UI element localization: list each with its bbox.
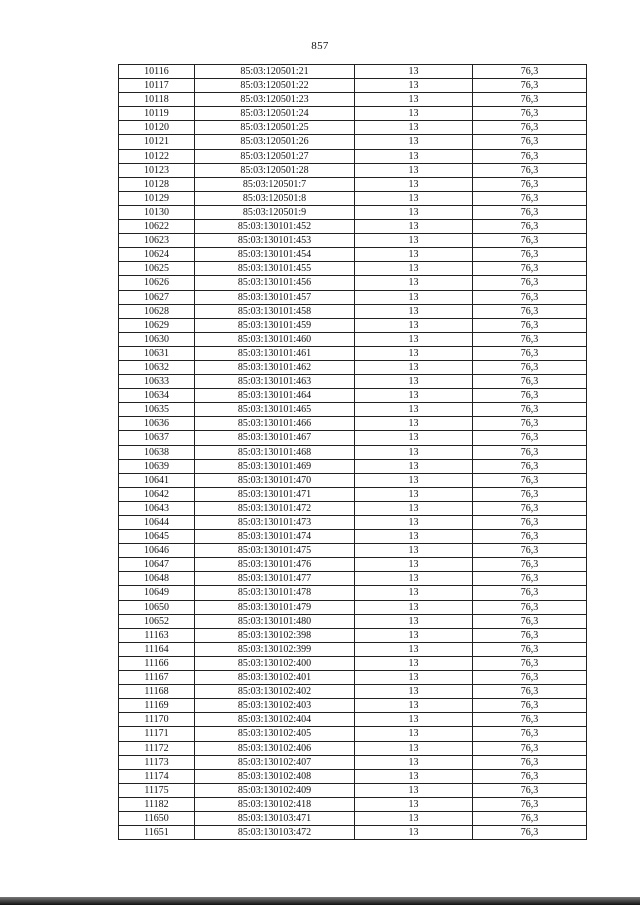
table-row (119, 741, 587, 755)
area-cell: 76,3 (473, 220, 587, 234)
cadastral-number-cell: 85:03:130103:471 (195, 811, 355, 825)
table-row (119, 671, 587, 685)
table-row (119, 642, 587, 656)
table-row (119, 713, 587, 727)
quantity-cell: 13 (355, 417, 473, 431)
row-number-cell: 11166 (119, 656, 195, 670)
cadastral-number-cell: 85:03:130101:466 (195, 417, 355, 431)
table-row (119, 403, 587, 417)
area-cell: 76,3 (473, 516, 587, 530)
cadastral-number-cell: 85:03:130101:454 (195, 248, 355, 262)
quantity-cell: 13 (355, 487, 473, 501)
row-number-cell: 11163 (119, 628, 195, 642)
cadastral-number-cell: 85:03:130101:455 (195, 262, 355, 276)
row-number-cell: 10623 (119, 234, 195, 248)
quantity-cell: 13 (355, 177, 473, 191)
cadastral-number-cell: 85:03:130101:475 (195, 544, 355, 558)
area-cell: 76,3 (473, 614, 587, 628)
table-row (119, 558, 587, 572)
cadastral-number-cell: 85:03:120501:22 (195, 79, 355, 93)
row-number-cell: 10629 (119, 318, 195, 332)
cadastral-number-cell: 85:03:130101:464 (195, 389, 355, 403)
row-number-cell: 10633 (119, 375, 195, 389)
table-row (119, 332, 587, 346)
quantity-cell: 13 (355, 445, 473, 459)
table-row (119, 346, 587, 360)
row-number-cell: 10637 (119, 431, 195, 445)
quantity-cell: 13 (355, 163, 473, 177)
cadastral-number-cell: 85:03:130102:401 (195, 671, 355, 685)
table-row (119, 544, 587, 558)
quantity-cell: 13 (355, 642, 473, 656)
area-cell: 76,3 (473, 304, 587, 318)
page-number: 857 (311, 40, 329, 52)
table-row (119, 417, 587, 431)
cadastral-number-cell: 85:03:130101:458 (195, 304, 355, 318)
quantity-cell: 13 (355, 558, 473, 572)
quantity-cell: 13 (355, 811, 473, 825)
quantity-cell: 13 (355, 797, 473, 811)
row-number-cell: 10641 (119, 473, 195, 487)
table-row (119, 628, 587, 642)
cadastral-number-cell: 85:03:130101:468 (195, 445, 355, 459)
cadastral-number-cell: 85:03:130101:459 (195, 318, 355, 332)
scan-bottom-edge (0, 897, 640, 905)
quantity-cell: 13 (355, 685, 473, 699)
row-number-cell: 10122 (119, 149, 195, 163)
table-row (119, 783, 587, 797)
cadastral-number-cell: 85:03:130101:473 (195, 516, 355, 530)
row-number-cell: 10647 (119, 558, 195, 572)
row-number-cell: 10631 (119, 346, 195, 360)
table-row (119, 121, 587, 135)
row-number-cell: 10130 (119, 205, 195, 219)
table-row (119, 177, 587, 191)
row-number-cell: 10626 (119, 276, 195, 290)
row-number-cell: 10117 (119, 79, 195, 93)
cadastral-number-cell: 85:03:130101:457 (195, 290, 355, 304)
quantity-cell: 13 (355, 191, 473, 205)
cadastral-number-cell: 85:03:130101:470 (195, 473, 355, 487)
table-row (119, 107, 587, 121)
area-cell: 76,3 (473, 177, 587, 191)
row-number-cell: 10118 (119, 93, 195, 107)
table-row (119, 389, 587, 403)
table-row (119, 501, 587, 515)
row-number-cell: 10649 (119, 586, 195, 600)
table-row (119, 205, 587, 219)
area-cell: 76,3 (473, 586, 587, 600)
area-cell: 76,3 (473, 417, 587, 431)
table-body (119, 65, 587, 840)
cadastral-number-cell: 85:03:120501:26 (195, 135, 355, 149)
cadastral-number-cell: 85:03:130101:480 (195, 614, 355, 628)
row-number-cell: 10642 (119, 487, 195, 501)
quantity-cell: 13 (355, 318, 473, 332)
area-cell: 76,3 (473, 826, 587, 840)
row-number-cell: 11182 (119, 797, 195, 811)
cadastral-number-cell: 85:03:130102:399 (195, 642, 355, 656)
table-row (119, 699, 587, 713)
area-cell: 76,3 (473, 389, 587, 403)
cadastral-number-cell: 85:03:130102:409 (195, 783, 355, 797)
row-number-cell: 10627 (119, 290, 195, 304)
quantity-cell: 13 (355, 375, 473, 389)
quantity-cell: 13 (355, 600, 473, 614)
row-number-cell: 10638 (119, 445, 195, 459)
cadastral-number-cell: 85:03:130101:477 (195, 572, 355, 586)
quantity-cell: 13 (355, 699, 473, 713)
quantity-cell: 13 (355, 360, 473, 374)
cadastral-number-cell: 85:03:130101:469 (195, 459, 355, 473)
table-row (119, 79, 587, 93)
area-cell: 76,3 (473, 656, 587, 670)
area-cell: 76,3 (473, 262, 587, 276)
table-row (119, 755, 587, 769)
cadastral-number-cell: 85:03:130101:465 (195, 403, 355, 417)
quantity-cell: 13 (355, 741, 473, 755)
area-cell: 76,3 (473, 671, 587, 685)
area-cell: 76,3 (473, 431, 587, 445)
cadastral-table (118, 64, 587, 840)
table-row (119, 65, 587, 79)
area-cell: 76,3 (473, 290, 587, 304)
row-number-cell: 11174 (119, 769, 195, 783)
row-number-cell: 10634 (119, 389, 195, 403)
table-row (119, 572, 587, 586)
table-row (119, 149, 587, 163)
cadastral-number-cell: 85:03:120501:8 (195, 191, 355, 205)
quantity-cell: 13 (355, 93, 473, 107)
area-cell: 76,3 (473, 501, 587, 515)
table-row (119, 431, 587, 445)
table-row (119, 459, 587, 473)
cadastral-number-cell: 85:03:130102:402 (195, 685, 355, 699)
quantity-cell: 13 (355, 248, 473, 262)
area-cell: 76,3 (473, 276, 587, 290)
quantity-cell: 13 (355, 262, 473, 276)
cadastral-number-cell: 85:03:120501:27 (195, 149, 355, 163)
table-row (119, 191, 587, 205)
quantity-cell: 13 (355, 65, 473, 79)
quantity-cell: 13 (355, 304, 473, 318)
cadastral-number-cell: 85:03:130101:471 (195, 487, 355, 501)
quantity-cell: 13 (355, 769, 473, 783)
cadastral-number-cell: 85:03:130101:478 (195, 586, 355, 600)
table-row (119, 769, 587, 783)
quantity-cell: 13 (355, 544, 473, 558)
table-row (119, 614, 587, 628)
area-cell: 76,3 (473, 755, 587, 769)
row-number-cell: 10128 (119, 177, 195, 191)
row-number-cell: 11164 (119, 642, 195, 656)
row-number-cell: 11170 (119, 713, 195, 727)
area-cell: 76,3 (473, 135, 587, 149)
row-number-cell: 10624 (119, 248, 195, 262)
row-number-cell: 10648 (119, 572, 195, 586)
table-row (119, 530, 587, 544)
quantity-cell: 13 (355, 431, 473, 445)
quantity-cell: 13 (355, 403, 473, 417)
row-number-cell: 10652 (119, 614, 195, 628)
cadastral-number-cell: 85:03:120501:24 (195, 107, 355, 121)
quantity-cell: 13 (355, 346, 473, 360)
row-number-cell: 10646 (119, 544, 195, 558)
quantity-cell: 13 (355, 205, 473, 219)
row-number-cell: 10632 (119, 360, 195, 374)
area-cell: 76,3 (473, 558, 587, 572)
quantity-cell: 13 (355, 586, 473, 600)
quantity-cell: 13 (355, 290, 473, 304)
table-row (119, 826, 587, 840)
row-number-cell: 10625 (119, 262, 195, 276)
quantity-cell: 13 (355, 727, 473, 741)
area-cell: 76,3 (473, 797, 587, 811)
quantity-cell: 13 (355, 713, 473, 727)
area-cell: 76,3 (473, 107, 587, 121)
table-row (119, 656, 587, 670)
quantity-cell: 13 (355, 516, 473, 530)
quantity-cell: 13 (355, 121, 473, 135)
quantity-cell: 13 (355, 628, 473, 642)
area-cell: 76,3 (473, 769, 587, 783)
table-row (119, 727, 587, 741)
cadastral-number-cell: 85:03:120501:7 (195, 177, 355, 191)
area-cell: 76,3 (473, 544, 587, 558)
area-cell: 76,3 (473, 205, 587, 219)
table-row (119, 276, 587, 290)
cadastral-number-cell: 85:03:130102:407 (195, 755, 355, 769)
cadastral-number-cell: 85:03:130102:398 (195, 628, 355, 642)
table-row (119, 262, 587, 276)
quantity-cell: 13 (355, 572, 473, 586)
table-row (119, 360, 587, 374)
row-number-cell: 10645 (119, 530, 195, 544)
table-row (119, 375, 587, 389)
area-cell: 76,3 (473, 360, 587, 374)
cadastral-number-cell: 85:03:130102:400 (195, 656, 355, 670)
table-row (119, 93, 587, 107)
row-number-cell: 11173 (119, 755, 195, 769)
row-number-cell: 10630 (119, 332, 195, 346)
quantity-cell: 13 (355, 671, 473, 685)
quantity-cell: 13 (355, 473, 473, 487)
area-cell: 76,3 (473, 445, 587, 459)
cadastral-number-cell: 85:03:130101:456 (195, 276, 355, 290)
area-cell: 76,3 (473, 572, 587, 586)
row-number-cell: 10650 (119, 600, 195, 614)
cadastral-number-cell: 85:03:130101:461 (195, 346, 355, 360)
quantity-cell: 13 (355, 332, 473, 346)
row-number-cell: 10628 (119, 304, 195, 318)
area-cell: 76,3 (473, 487, 587, 501)
cadastral-number-cell: 85:03:120501:23 (195, 93, 355, 107)
table-row (119, 248, 587, 262)
row-number-cell: 11168 (119, 685, 195, 699)
cadastral-number-cell: 85:03:130102:404 (195, 713, 355, 727)
area-cell: 76,3 (473, 713, 587, 727)
area-cell: 76,3 (473, 93, 587, 107)
row-number-cell: 10639 (119, 459, 195, 473)
quantity-cell: 13 (355, 501, 473, 515)
area-cell: 76,3 (473, 685, 587, 699)
cadastral-number-cell: 85:03:120501:21 (195, 65, 355, 79)
quantity-cell: 13 (355, 135, 473, 149)
area-cell: 76,3 (473, 234, 587, 248)
quantity-cell: 13 (355, 79, 473, 93)
area-cell: 76,3 (473, 628, 587, 642)
quantity-cell: 13 (355, 755, 473, 769)
area-cell: 76,3 (473, 642, 587, 656)
row-number-cell: 11169 (119, 699, 195, 713)
table-row (119, 304, 587, 318)
cadastral-number-cell: 85:03:130102:408 (195, 769, 355, 783)
area-cell: 76,3 (473, 727, 587, 741)
cadastral-number-cell: 85:03:130102:406 (195, 741, 355, 755)
table-row (119, 600, 587, 614)
row-number-cell: 11171 (119, 727, 195, 741)
row-number-cell: 11167 (119, 671, 195, 685)
quantity-cell: 13 (355, 234, 473, 248)
table-row (119, 473, 587, 487)
cadastral-number-cell: 85:03:120501:9 (195, 205, 355, 219)
row-number-cell: 10129 (119, 191, 195, 205)
row-number-cell: 10123 (119, 163, 195, 177)
cadastral-number-cell: 85:03:130102:418 (195, 797, 355, 811)
row-number-cell: 10116 (119, 65, 195, 79)
table-row (119, 811, 587, 825)
table-row (119, 135, 587, 149)
cadastral-number-cell: 85:03:130101:460 (195, 332, 355, 346)
cadastral-number-cell: 85:03:130102:403 (195, 699, 355, 713)
area-cell: 76,3 (473, 318, 587, 332)
row-number-cell: 10635 (119, 403, 195, 417)
area-cell: 76,3 (473, 459, 587, 473)
area-cell: 76,3 (473, 783, 587, 797)
area-cell: 76,3 (473, 600, 587, 614)
row-number-cell: 11175 (119, 783, 195, 797)
area-cell: 76,3 (473, 191, 587, 205)
table-row (119, 220, 587, 234)
area-cell: 76,3 (473, 79, 587, 93)
table-row (119, 516, 587, 530)
row-number-cell: 11651 (119, 826, 195, 840)
quantity-cell: 13 (355, 656, 473, 670)
quantity-cell: 13 (355, 220, 473, 234)
quantity-cell: 13 (355, 783, 473, 797)
cadastral-number-cell: 85:03:130101:453 (195, 234, 355, 248)
quantity-cell: 13 (355, 826, 473, 840)
area-cell: 76,3 (473, 473, 587, 487)
area-cell: 76,3 (473, 741, 587, 755)
area-cell: 76,3 (473, 530, 587, 544)
cadastral-number-cell: 85:03:130101:463 (195, 375, 355, 389)
area-cell: 76,3 (473, 811, 587, 825)
table-row (119, 487, 587, 501)
cadastral-number-cell: 85:03:130101:452 (195, 220, 355, 234)
table-row (119, 586, 587, 600)
area-cell: 76,3 (473, 149, 587, 163)
quantity-cell: 13 (355, 107, 473, 121)
area-cell: 76,3 (473, 332, 587, 346)
cadastral-number-cell: 85:03:130101:474 (195, 530, 355, 544)
table-row (119, 234, 587, 248)
cadastral-number-cell: 85:03:130103:472 (195, 826, 355, 840)
quantity-cell: 13 (355, 530, 473, 544)
table-row (119, 163, 587, 177)
quantity-cell: 13 (355, 149, 473, 163)
row-number-cell: 11172 (119, 741, 195, 755)
quantity-cell: 13 (355, 614, 473, 628)
row-number-cell: 10121 (119, 135, 195, 149)
quantity-cell: 13 (355, 389, 473, 403)
table-row (119, 290, 587, 304)
area-cell: 76,3 (473, 403, 587, 417)
area-cell: 76,3 (473, 65, 587, 79)
quantity-cell: 13 (355, 459, 473, 473)
row-number-cell: 10120 (119, 121, 195, 135)
cadastral-number-cell: 85:03:120501:28 (195, 163, 355, 177)
cadastral-number-cell: 85:03:130102:405 (195, 727, 355, 741)
cadastral-number-cell: 85:03:130101:476 (195, 558, 355, 572)
table-row (119, 445, 587, 459)
quantity-cell: 13 (355, 276, 473, 290)
cadastral-number-cell: 85:03:130101:467 (195, 431, 355, 445)
cadastral-number-cell: 85:03:130101:472 (195, 501, 355, 515)
cadastral-number-cell: 85:03:130101:479 (195, 600, 355, 614)
area-cell: 76,3 (473, 248, 587, 262)
cadastral-number-cell: 85:03:120501:25 (195, 121, 355, 135)
area-cell: 76,3 (473, 375, 587, 389)
area-cell: 76,3 (473, 346, 587, 360)
table-row (119, 685, 587, 699)
table-row (119, 318, 587, 332)
cadastral-number-cell: 85:03:130101:462 (195, 360, 355, 374)
row-number-cell: 10622 (119, 220, 195, 234)
row-number-cell: 10644 (119, 516, 195, 530)
area-cell: 76,3 (473, 163, 587, 177)
row-number-cell: 11650 (119, 811, 195, 825)
area-cell: 76,3 (473, 121, 587, 135)
row-number-cell: 10636 (119, 417, 195, 431)
row-number-cell: 10643 (119, 501, 195, 515)
row-number-cell: 10119 (119, 107, 195, 121)
table-row (119, 797, 587, 811)
area-cell: 76,3 (473, 699, 587, 713)
